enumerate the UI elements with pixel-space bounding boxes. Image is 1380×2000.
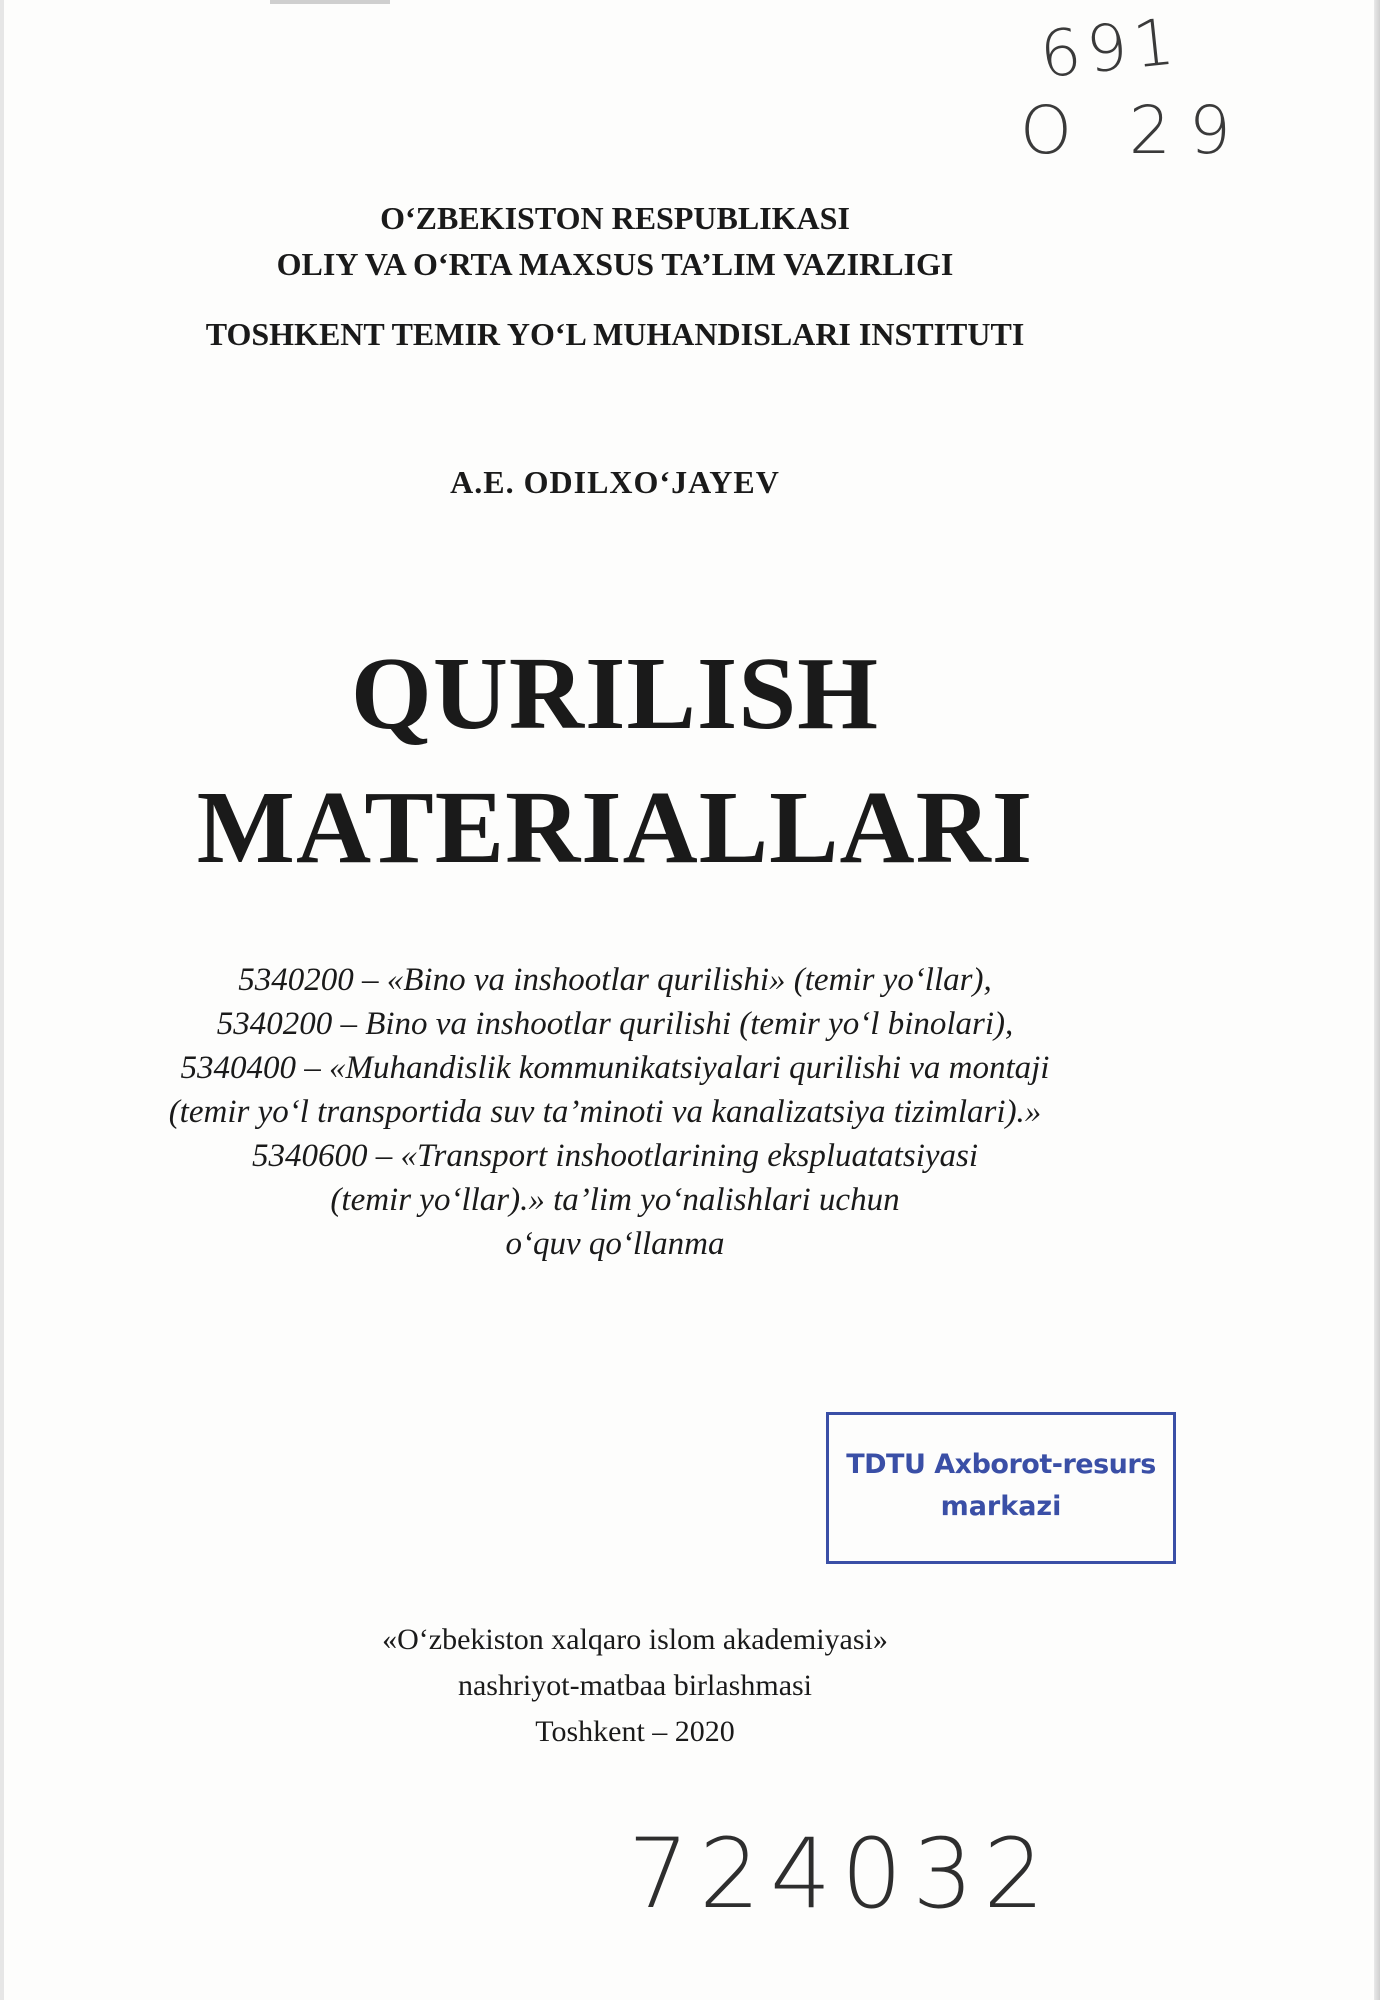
handwritten-catalog-code-2: O 29 (1020, 92, 1249, 169)
specialization-line: (temir yo‘llar).» ta’lim yo‘nalishlari uchun (330, 1182, 900, 1218)
specialization-line: 5340400 – «Muhandislik kommunikatsiyalari qurilishi va montaji (180, 1050, 1050, 1086)
ministry-line-1: O‘ZBEKISTON RESPUBLIKASI (380, 200, 850, 236)
page-edge-right (1374, 0, 1380, 2000)
specialization-line: 5340200 – «Bino va inshootlar qurilishi» (temir yo‘llar), (238, 962, 992, 998)
publisher-subtitle: nashriyot-matbaa birlashmasi (457, 1669, 813, 1702)
author-name: A.E. ODILXO‘JAYEV (450, 464, 780, 500)
institute-name: TOSHKENT TEMIR YO‘L MUHANDISLARI INSTITUTI (205, 316, 1025, 352)
publisher-name: «O‘zbekiston xalqaro islom akademiyasi» (382, 1623, 888, 1656)
ministry-line-2: OLIY VA O‘RTA MAXSUS TA’LIM VAZIRLIGI (276, 246, 954, 282)
page-edge-top-mark (270, 0, 390, 4)
stamp-line-2: markazi (940, 1491, 1062, 1522)
handwritten-inventory-number: 724032 (628, 1818, 1055, 1930)
library-stamp (826, 1412, 1176, 1564)
document-type-label: o‘quv qo‘llanma (505, 1226, 725, 1262)
specialization-line: (temir yo‘l transportida suv ta’minoti va kanalizatsiya tizimlari).» (168, 1094, 1042, 1130)
handwritten-catalog-code: 691 (1036, 4, 1184, 94)
stamp-line-1: TDTU Axborot-resurs (846, 1449, 1156, 1480)
specialization-line: 5340600 – «Transport inshootlarining ekspluatatsiyasi (251, 1138, 979, 1174)
book-title-line-2: MATERIALLARI (196, 770, 1034, 885)
book-title-line-1: QURILISH (350, 636, 880, 751)
publication-place-year: Toshkent – 2020 (535, 1715, 735, 1748)
specialization-line: 5340200 – Bino va inshootlar qurilishi (temir yo‘l binolari), (216, 1006, 1014, 1042)
